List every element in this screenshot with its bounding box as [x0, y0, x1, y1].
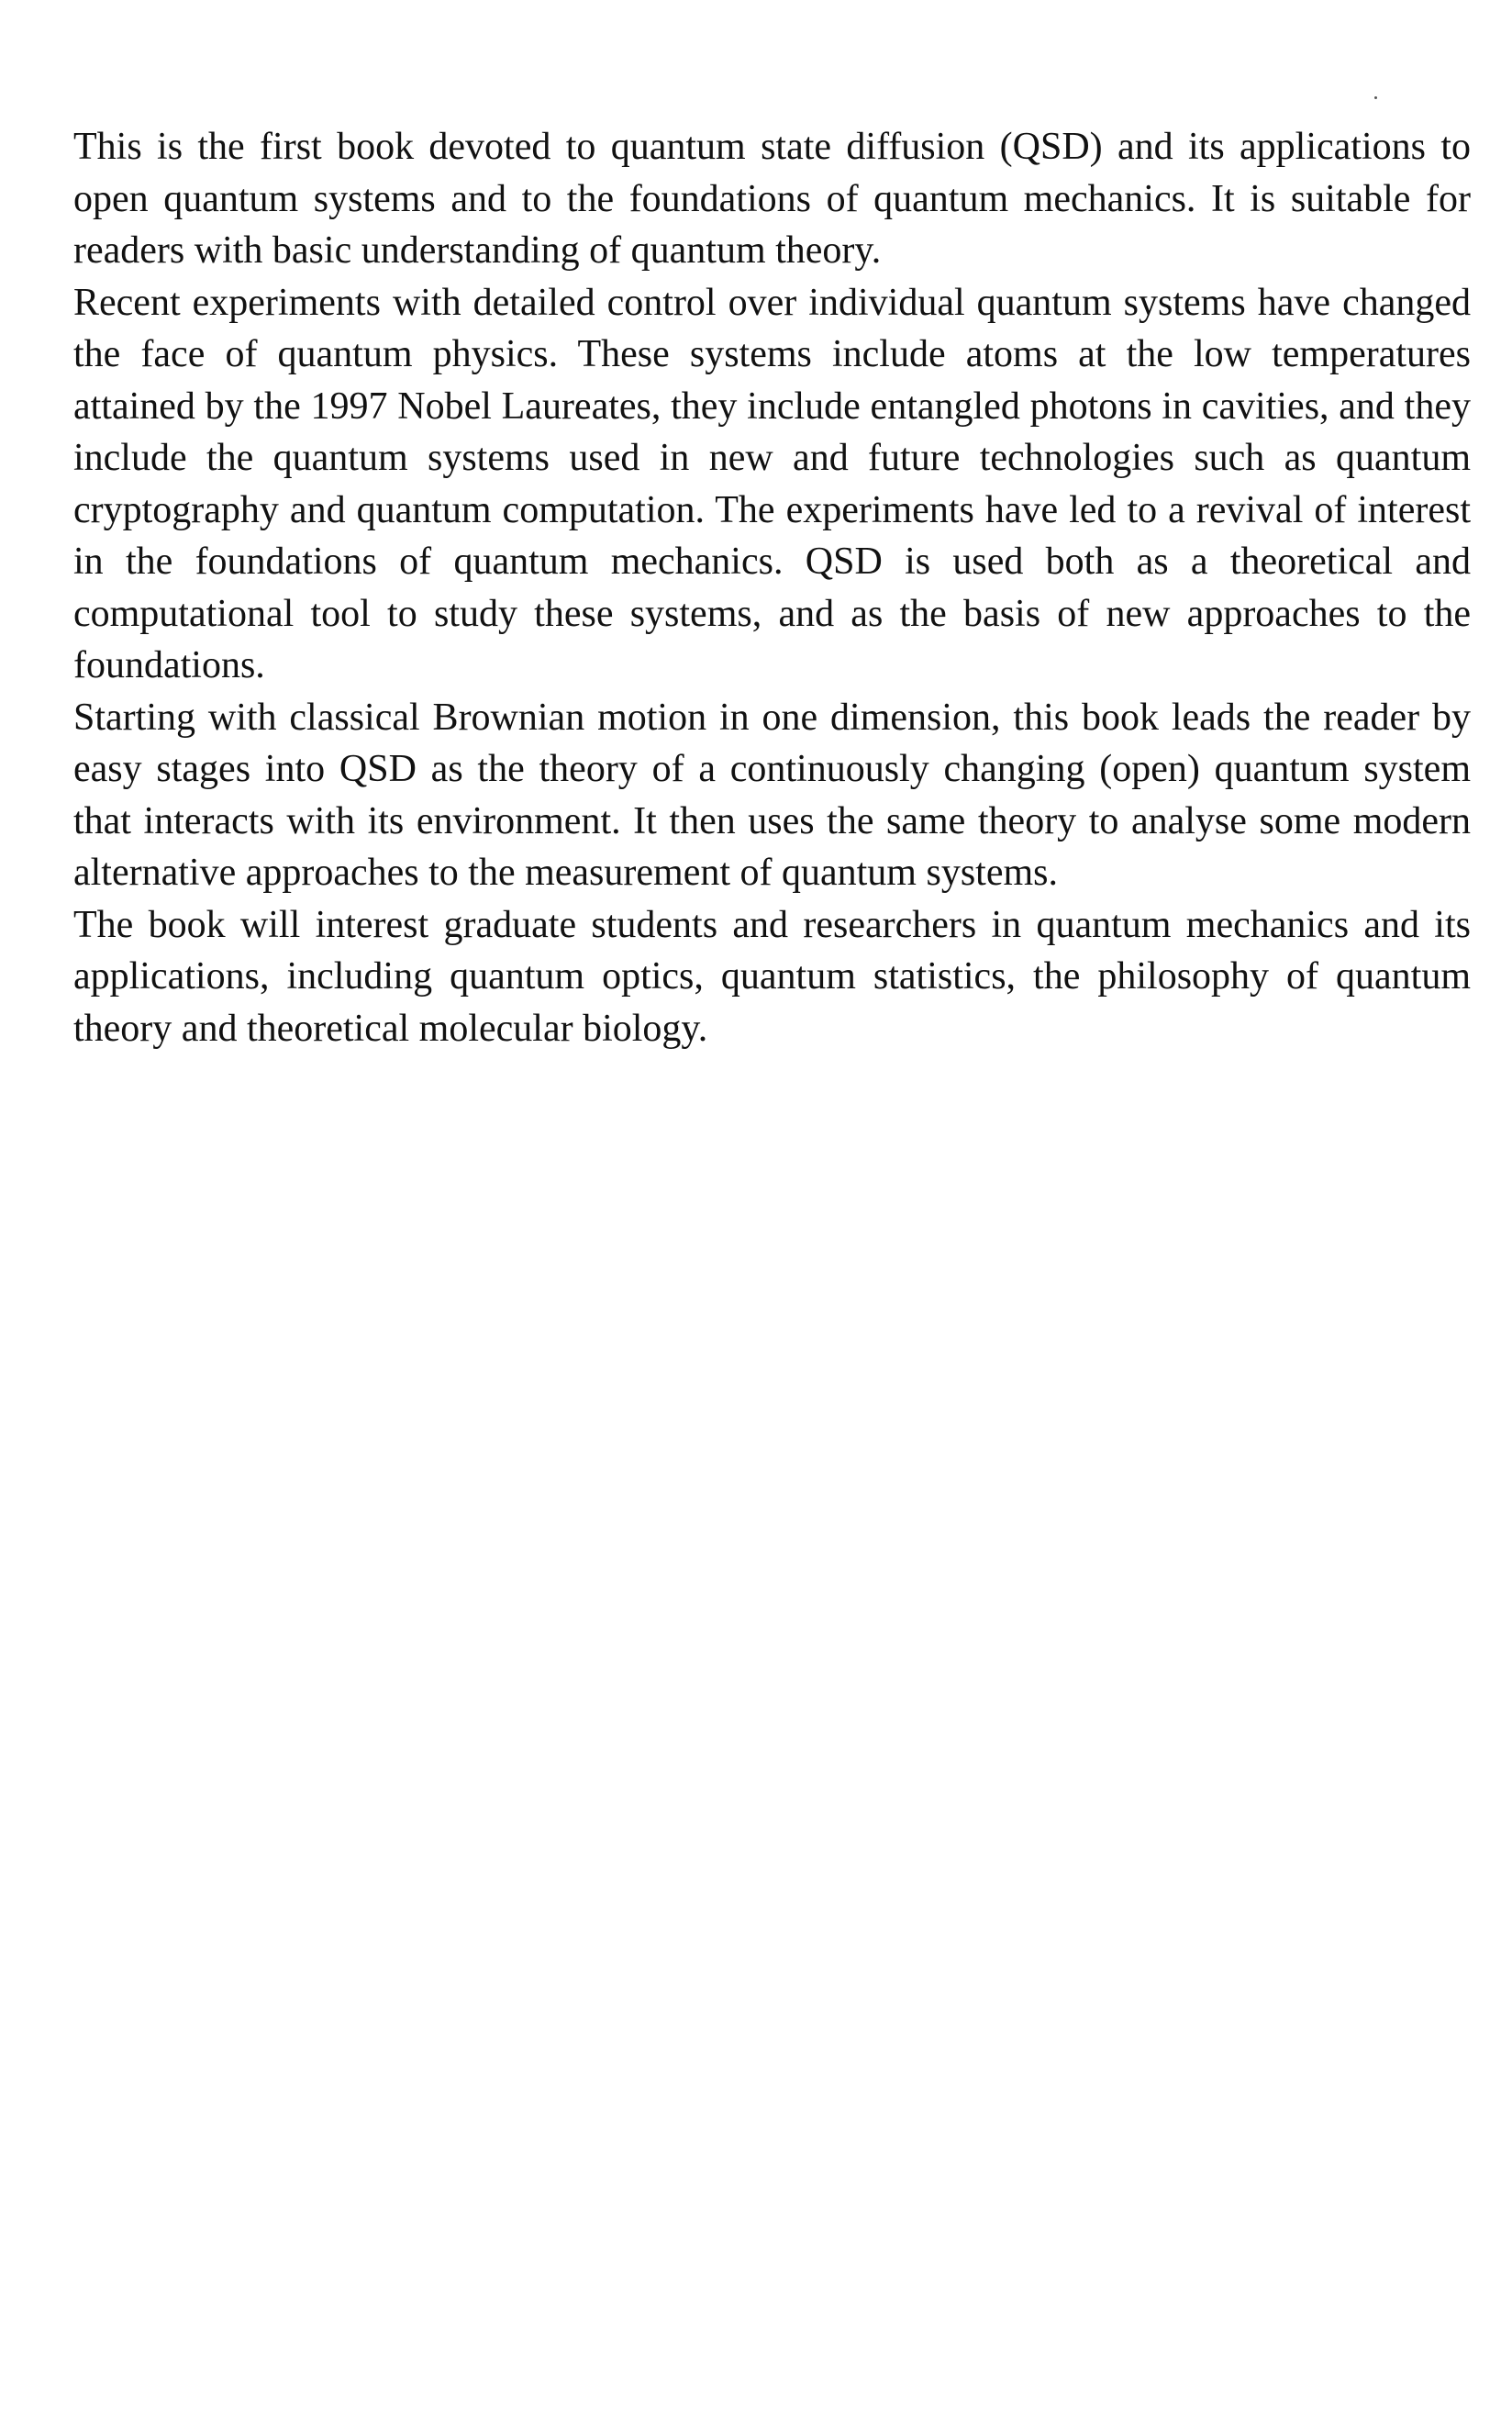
- paragraph-experiments: Recent experiments with detailed control over individual quantum systems have changed the face of quantum physics. These systems include atoms at the low temperatures attained by the 1997 Nobel Laureates, they include entangled photons in cavities, and they include the quantum systems used in new and future technologies such as quantum cryptography and quantum computation. The experiments have led to a revival of interest in the foundations of quantum mechanics. QSD is used both as a theoretical and computational tool to study these systems, and as the basis of new approaches to the foundations.: [73, 281, 1471, 686]
- scan-speck: [1374, 96, 1377, 99]
- paragraph-audience: The book will interest graduate students and researchers in quantum mechanics and its applications, including quantum optics, quantum statistics, the philosophy of quantum theory and theoretical molecular biology.: [73, 903, 1471, 1050]
- paragraph-approach: Starting with classical Brownian motion in one dimension, this book leads the reader by easy stages into QSD as the theory of a continuously changing (open) quantum system that interacts with its environment. It then uses the same theory to analyse some modern alternative approaches to the measurement of quantum systems.: [73, 696, 1471, 894]
- paragraph-introduction: This is the first book devoted to quantum state diffusion (QSD) and its applications to open quantum systems and to the foundations of quantum mechanics. It is suitable for readers with basic understanding of quantum theory.: [73, 126, 1471, 272]
- book-description: [73, 121, 1471, 1054]
